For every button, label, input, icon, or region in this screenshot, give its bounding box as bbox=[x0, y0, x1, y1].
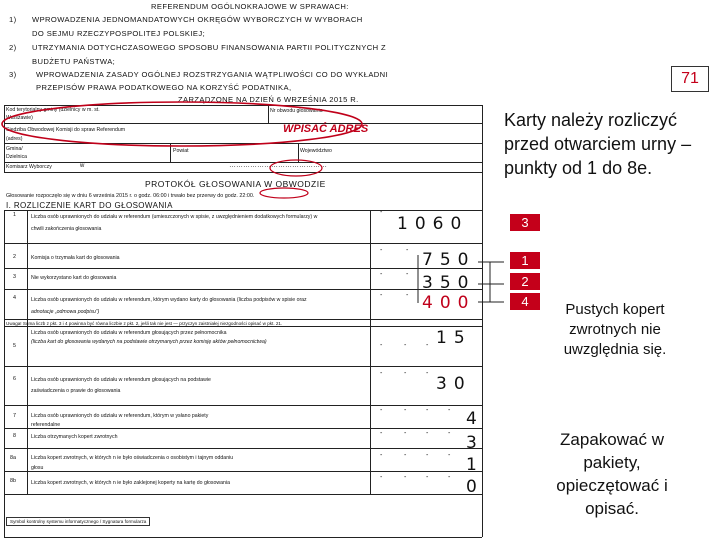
slide-number-box bbox=[671, 66, 709, 92]
marker-badge: 2 bbox=[510, 273, 540, 290]
header-item-num: 3) bbox=[9, 70, 17, 79]
adres-label: (adres) bbox=[6, 136, 23, 142]
uwaga-note: Uwaga! Suma liczb z pkt. 3 i 4 powinna być równa liczbie z pkt. 2, jeśli tak nie jest — przyczyn zaistniałej niezgodności opisać w pkt. 21. bbox=[6, 321, 283, 326]
row-label-cont: zaświadczenia o prawie do głosowania bbox=[31, 388, 121, 394]
row-label-cont: głosu bbox=[31, 465, 44, 471]
row-label: Liczba osób uprawnionych do udziału w referendum głosujących na podstawie bbox=[31, 377, 211, 383]
komisarz-label: Komisarz Wyborczy bbox=[6, 164, 52, 170]
marker-badge: 1 bbox=[510, 252, 540, 269]
footer-sygnatura: Symbol kontrolny systemu informatycznego / Sygnatura formularza bbox=[6, 517, 150, 526]
row-label-cont: adnotacje „odmowa podpisu”) bbox=[31, 309, 100, 315]
row-number: 4 bbox=[13, 295, 16, 301]
kod-label: Kod terytorialny gminy (dzielnicy w m. st. bbox=[6, 107, 100, 113]
row-label: Liczba kopert zwrotnych, w których n ie było zaklejonej koperty na kartę do głosowania bbox=[31, 480, 230, 486]
glosowanie-line: Głosowanie rozpoczęło się w dniu 6 września 2015 r. o godz. 06:00 i trwało bez przerwy do godz. 22:00. bbox=[6, 193, 255, 199]
header-item-text: BUDŻETU PAŃSTWA; bbox=[32, 57, 116, 66]
gmina-label-2: Dzielnica bbox=[6, 154, 28, 160]
header-item-text: DO SEJMU RZECZYPOSPOLITEJ POLSKIEJ; bbox=[32, 29, 206, 38]
row-number: 8a bbox=[10, 455, 16, 461]
row-value: 750 bbox=[422, 250, 476, 270]
siedziba-label: Siedziba Obwodowej Komisji do spraw Referendum bbox=[6, 127, 126, 133]
row-value: 3 bbox=[466, 433, 484, 453]
row-label: Liczba otrzymanych kopert zwrotnych bbox=[31, 434, 118, 440]
row-label-cont: referendalne bbox=[31, 422, 61, 428]
row-value: 30 bbox=[436, 374, 472, 394]
slide-number: 71 bbox=[681, 70, 699, 87]
row-label-cont: chwili zakończenia głosowania bbox=[31, 226, 102, 232]
dots-circle bbox=[270, 160, 322, 176]
note-karty: Karty należy rozliczyć przed otwarciem urny – punkty od 1 do 8e. bbox=[504, 110, 692, 178]
row-number: 6 bbox=[13, 376, 16, 382]
row-value: 4 bbox=[466, 409, 484, 429]
row-value: 0 bbox=[466, 477, 484, 497]
row-value-red: 400 bbox=[422, 293, 476, 313]
row-value: 1060 bbox=[397, 214, 469, 234]
row-number: 5 bbox=[13, 343, 16, 349]
header-item-text: UTRZYMANIA DOTYCHCZASOWEGO SPOSOBU FINANSOWANIA PARTII POLITYCZNYCH Z bbox=[32, 43, 387, 52]
gmina-label: Gmina/ bbox=[6, 146, 23, 152]
row-value: 1 bbox=[466, 455, 484, 475]
wpisac-adres-annotation: WPISAĆ ADRES bbox=[283, 123, 369, 135]
header-item-text: ZARZĄDZONE NA DZIEŃ 6 WRZEŚNIA 2015 R. bbox=[178, 95, 359, 104]
row-label: Nie wykorzystano kart do głosowania bbox=[31, 275, 117, 281]
row-number: 2 bbox=[13, 254, 16, 260]
header-item-num: 2) bbox=[9, 43, 17, 52]
time-circle bbox=[260, 188, 308, 198]
marker-badge: 4 bbox=[510, 293, 540, 310]
row-value: 350 bbox=[422, 273, 476, 293]
header-title: REFERENDUM OGÓLNOKRAJOWE W SPRAWACH: bbox=[151, 2, 349, 11]
protocol-document: REFERENDUM OGÓLNOKRAJOWE W SPRAWACH: 1) WPROWADZENIA JEDNOMANDATOWYCH OKRĘGÓW WYBORCZYCH W WYBORACH DO SEJMU RZECZYPOSPOLITEJ POLSKIEJ; 2) UTRZYMANIA DOTYCHCZASOWEGO SPOSOBU FINANSOWANIA PARTII POLITYCZNYCH Z BUDŻETU PAŃSTWA; 3) WPROWADZENIA ZASADY OGÓLNEJ ROZSTRZYGANIA WĄTPLIWOŚCI CO DO WYKŁADNI PRZEPISÓW PRAWA PODATKOWEGO NA KORZYŚĆ PODATNIKA, ZARZĄDZONE NA DZIEŃ 6 WRZEŚNIA 2015 R. Kod terytorialny gminy (dzielnicy w m. st. Warszawie) Nr obwodu głosowania Siedziba Obwodowej Komisji do spraw Referendum (adres) WPISAĆ ADRES Gmina/ Dzielnica Powiat Województwo Komisarz Wyborczy w …………………………………… PROTOKÓŁ GŁOSOWANIA W OBWODZIE Głosowanie rozpoczęło się w dniu 6 września 2015 r. o godz. 06:00 i trwało bez przerwy do godz. 22:00. I. ROZLICZENIE KART DO GŁOSOWANIA 1 Liczba osób uprawnionych do udziału w referendum (umieszczonych w spisie, z uwzględnieniem dodatkowych formularzy) w chwili zakończenia głosowania 2 Komisja o trzymała kart do głosowania 3 Nie wykorzystano kart do głosowania 4 Liczba osób uprawnionych do udziału w referendum, którym wydano karty do głosowania (liczba podpisów w spisie oraz adnotacje „odmowa podpisu”) Uwaga! Suma liczb z pkt. 3 i 4 powinna być równa liczbie z pkt. 2, jeśli tak nie jest — przyczyn zaistniałej niezgodności opisać w pkt. 21. 5 Liczba osób uprawnionych do udziału w referendum głosujących przez pełnomocnika (liczba kart do głosowania wydanych na podstawie otrzymanych przez komisję aktów pełnomocnictwa) 6 Liczba osób uprawnionych do udziału w referendum głosujących na podstawie zaświadczenia o prawie do głosowania 7 Liczba osób uprawnionych do udziału w referendum, którym w ysłano pakiety referendalne 8 Liczba otrzymanych kopert zwrotnych 8a Liczba kopert zwrotnych, w których n ie było oświadczenia o osobistym i tajnym oddaniu głosu 8b Liczba kopert zwrotnych, w których n ie było zaklejonej koperty na kartę do głosowania - - - - - - - - - - - - - - - - - - - - - - - - - - - - - 1060 750 350 400 15 30 4 3 1 0 Symbol kontrolny systemu informatycznego / Sygnatura formularza bbox=[0, 0, 487, 540]
header-item-num: 1) bbox=[9, 15, 17, 24]
row-number: 8b bbox=[10, 478, 16, 484]
row-number: 8 bbox=[13, 433, 16, 439]
marker-badge: 3 bbox=[510, 214, 540, 231]
w-label: w bbox=[80, 163, 85, 169]
row-label: Liczba osób uprawnionych do udziału w referendum głosujących przez pełnomocnika bbox=[31, 330, 227, 336]
row-number: 7 bbox=[13, 413, 16, 419]
header-item-text: WPROWADZENIA JEDNOMANDATOWYCH OKRĘGÓW WYBORCZYCH W WYBORACH bbox=[32, 15, 363, 24]
header-item-text: WPROWADZENIA ZASADY OGÓLNEJ ROZSTRZYGANIA WĄTPLIWOŚCI CO DO WYKŁADNI bbox=[36, 70, 389, 79]
row-label: Liczba osób uprawnionych do udziału w referendum (umieszczonych w spisie, z uwzględnieniem dodatkowych formularzy) w bbox=[31, 214, 318, 220]
nr-obwodu-label: Nr obwodu głosowania bbox=[270, 108, 323, 114]
wojewodztwo-label: Województwo bbox=[300, 148, 332, 154]
dots-line: …………………………………… bbox=[229, 162, 327, 169]
note-pustych: Pustych kopert zwrotnych nie uwzględnia się. bbox=[563, 301, 667, 358]
row-label: Liczba osób uprawnionych do udziału w referendum, którym w ysłano pakiety bbox=[31, 413, 209, 419]
row-number: 1 bbox=[13, 212, 16, 218]
protokol-title: PROTOKÓŁ GŁOSOWANIA W OBWODZIE bbox=[145, 179, 326, 189]
powiat-label: Powiat bbox=[173, 148, 189, 154]
section-title: I. ROZLICZENIE KART DO GŁOSOWANIA bbox=[6, 201, 173, 210]
row-label: Liczba kopert zwrotnych, w których n ie było oświadczenia o osobistym i tajnym oddaniu bbox=[31, 455, 234, 461]
note-zapakowac: Zapakować w pakiety, opieczętować i opisać. bbox=[556, 430, 668, 518]
header-item-text: PRZEPISÓW PRAWA PODATKOWEGO NA KORZYŚĆ PODATNIKA, bbox=[36, 83, 292, 92]
row-label-cont: (liczba kart do głosowania wydanych na podstawie otrzymanych przez komisję aktów pełnomocnictwa) bbox=[31, 339, 267, 345]
row-value: 15 bbox=[436, 328, 472, 348]
row-label: Liczba osób uprawnionych do udziału w referendum, którym wydano karty do głosowania (liczba podpisów w spisie oraz bbox=[31, 297, 307, 303]
row-number: 3 bbox=[13, 274, 16, 280]
row-label: Komisja o trzymała kart do głosowania bbox=[31, 255, 120, 261]
kod-label-2: Warszawie) bbox=[6, 115, 33, 121]
adres-circle bbox=[2, 102, 362, 146]
